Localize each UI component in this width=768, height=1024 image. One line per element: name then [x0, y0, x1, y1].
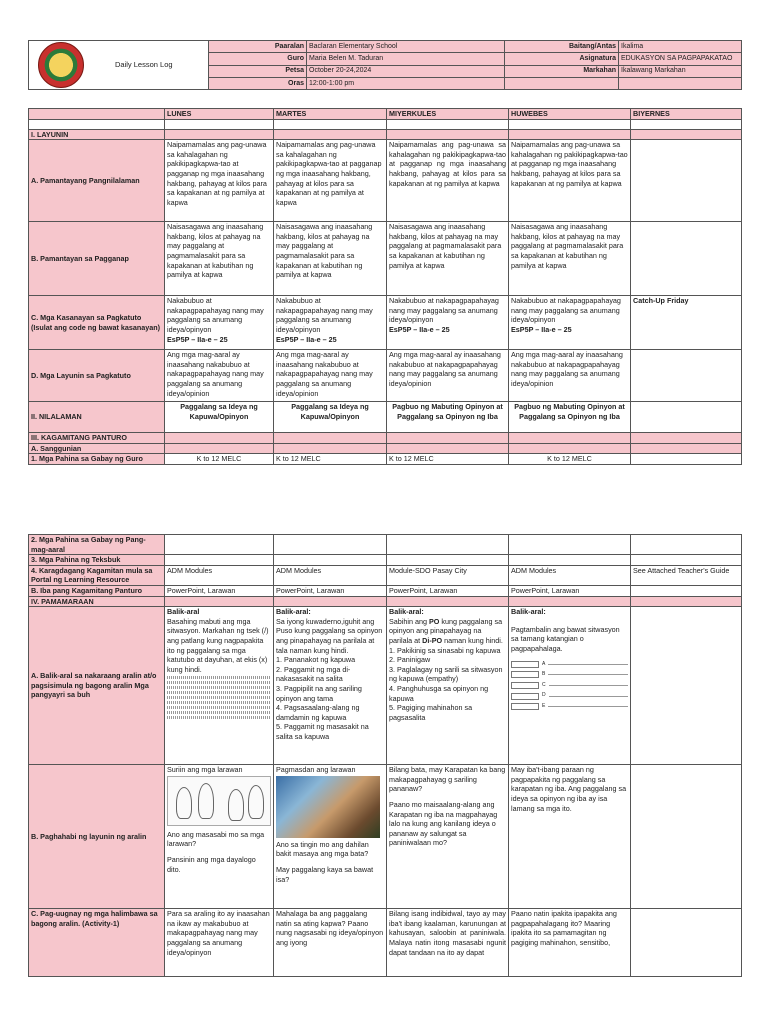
cell-d-mon: Ang mga mag-aaral ay inaasahang nakabubuo at nakapagpapahayag nang may paggalang sa anumang ideya/opinion	[165, 350, 274, 402]
guro-tue: K to 12 MELC	[274, 454, 387, 465]
code-tue: EsP5P – IIa-e – 25	[276, 334, 337, 344]
cell-d-thu: Ang mga mag-aaral ay inaasahang nakabubuo at nakapagpapahayag nang may paggalang sa anumang ideya/opinion	[509, 350, 631, 402]
label-petsa: Petsa	[209, 65, 307, 77]
label-baitang: Baitang/Antas	[505, 41, 619, 53]
balik-aral-thu-text: Pagtambalin ang bawat sitwasyon sa tamang katangian o pagpapahalaga.	[511, 624, 620, 653]
balik-aral-mon-text: Basahing mabuti ang mga sitwasyon. Markahan ng tsek (/) ang patlang kung nagpapakita ito ng paggalang sa mga katutubo at dayuhan, at ekis (x) kung hindi.	[167, 616, 269, 674]
guro-thu: K to 12 MELC	[509, 454, 631, 465]
balik-aral-thu	[509, 607, 631, 765]
cell-d-tue: Ang mga mag-aaral ay inaasahang nakabubuo at nakapagpapahayag nang may paggalang sa anumang ideya/opinion	[274, 350, 387, 402]
iba-pang-fri	[631, 585, 742, 596]
happy-children-photo	[276, 776, 380, 838]
guro-wed: K to 12 MELC	[387, 454, 509, 465]
cell-b-wed: Naisasagawa ang inaasahang hakbang, kilos at pahayag na may paggalang at pagmamalasakit para sa kapakanan at kabutihan ng pamilya at kapwa	[387, 222, 509, 296]
balik-aral-tue: Balik-aral: Sa iyong kuwaderno,iguhit ang Puso kung paggalang sa opinyon ang pinapahayag na parilala at tala naman kung hindi. 1. Pananakot ng kapuwa 2. Paggamit ng mga di-nakasasakit na salita 3. Pagpipilit na ang sariling opinyon ang tama 4. Pagsasaalang-alang ng damdamin ng kapuwa 5. Paggamit ng masasakit na salita sa kapuwa	[274, 607, 387, 765]
cell-c-wed: Nakabubuo at nakapagpapahayag nang may paggalang sa anumang ideya/opinyon EsP5P – IIa-e – 25	[387, 296, 509, 350]
paghahabi-tue: Pagmasdan ang larawan Ano sa tingin mo ang dahilan bakit masaya ang mga bata? May paggalang kaya sa bawat isa?	[274, 765, 387, 909]
row-label-balik-aral: A. Balik-aral sa nakaraang aralin at/o pagsisimula ng bagong aralin Mga pangyayri sa buh	[29, 607, 165, 765]
balik-aral-wed-head: Balik-aral:	[389, 607, 424, 617]
code-wed: EsP5P – IIa-e – 25	[389, 324, 450, 334]
guro-fri	[631, 454, 742, 465]
row-label-pamantayan-sa-pagganap: B. Pamantayan sa Pagganap	[29, 222, 165, 296]
karagdagang-fri: See Attached Teacher's Guide	[631, 565, 742, 585]
cell-b-fri	[631, 222, 742, 296]
cell-d-wed: Ang mga mag-aaral ay inaasahang nakabubuo at nakapagpapahayag nang may paggalang sa anumang ideya/opinion	[387, 350, 509, 402]
row-label-pag-uugnay: C. Pag-uugnay ng mga halimbawa sa bagong aralin. (Activity-1)	[29, 909, 165, 977]
iba-pang-tue: PowerPoint, Larawan	[274, 585, 387, 596]
pag-uugnay-wed: Bilang isang indibidwal, tayo ay may iba't ibang kaalaman, karunungan at kahusayan, saloobin at paniniwala. Malaya natin itong masasabi ngunit dapat tandaan na ito ay dapat	[387, 909, 509, 977]
day-header-mon: LUNES	[165, 109, 274, 120]
cell-b-tue: Naisasagawa ang inaasahang hakbang, kilos at pahayag na may paggalang at pagmamalasakit para sa kapakanan at kabutihan ng pamilya at kapwa	[274, 222, 387, 296]
cell-a-tue: Naipamamalas ang pag-unawa sa kahalagahan ng pakikipagkapwa-tao at pagganap ng mga inaasahang hakbang, pahayag at kilos para sa kapakanan at ng pamilya at kapwa	[274, 140, 387, 222]
code-mon: EsP5P – IIa-e – 25	[167, 334, 228, 344]
cell-a-fri	[631, 140, 742, 222]
row-label-pamantayang-pangnilalaman: A. Pamantayang Pangnilalaman	[29, 140, 165, 222]
nilalaman-tue: Paggalang sa Ideya ng Kapuwa/Opinyon	[274, 402, 387, 433]
label-asignatura: Asignatura	[505, 53, 619, 65]
pag-uugnay-thu: Paano natin ipakita ipapakita ang pagpapahalagang ito? Maaring ipakita ito sa pamamagitan ng pagiging mahinahon, sensitibo,	[509, 909, 631, 977]
pag-uugnay-fri	[631, 909, 742, 977]
row-label-iba-pang-kagamitan: B. Iba pang Kagamitang Panturo	[29, 585, 165, 596]
karagdagang-mon: ADM Modules	[165, 565, 274, 585]
row-label-mga-layunin: D. Mga Layunin sa Pagkatuto	[29, 350, 165, 402]
cell-b-mon: Naisasagawa ang inaasahang hakbang, kilos at pahayag na may paggalang at pagmamalasakit para sa kapakanan at kabutihan ng pamilya at kapwa	[165, 222, 274, 296]
logo-title-cell	[29, 41, 209, 90]
cell-a-wed: Naipamamalas ang pag-unawa sa kahalagahan ng pakikipagkapwa-tao at pagganap ng mga inaasahang hakbang, pahayag at kilos para sa kapakanan at ng pamilya at kapwa	[387, 140, 509, 222]
deped-seal-icon	[38, 42, 84, 88]
corner-cell	[29, 109, 165, 120]
pag-uugnay-mon: Para sa araling ito ay inaasahan na ikaw ay makabubuo at makapagpahayag nang may paggalang sa anumang ideya/opinyon	[165, 909, 274, 977]
cell-a-thu: Naipamamalas ang pag-unawa sa kahalagahan ng pakikipagkapwa-tao at pagganap ng mga inaasahang hakbang, pahayag at kilos para sa kapakanan at ng pamilya at kapwa	[509, 140, 631, 222]
lesson-table-part1	[28, 108, 742, 465]
value-oras: 12:00-1:00 pm	[307, 77, 505, 89]
balik-aral-tue-head: Balik-aral:	[276, 607, 311, 617]
value-paaralan: Baclaran Elementary School	[307, 41, 505, 53]
balik-aral-thu-head: Balik-aral:	[511, 607, 546, 617]
section-sanggunian: A. Sanggunian	[29, 443, 165, 454]
iba-pang-wed: PowerPoint, Larawan	[387, 585, 509, 596]
balik-aral-mon	[165, 607, 274, 765]
cell-a-mon: Naipamamalas ang pag-unawa sa kahalagahan ng pakikipagkapwa-tao at pagganap ng mga inaasahang hakbang, pahayag at kilos para sa kapakanan at ng pamilya at kapwa	[165, 140, 274, 222]
iba-pang-mon: PowerPoint, Larawan	[165, 585, 274, 596]
karagdagang-tue: ADM Modules	[274, 565, 387, 585]
cell-c-thu: Nakabubuo at nakapagpapahayag nang may paggalang sa anumang ideya/opinyon EsP5P – IIa-e – 25	[509, 296, 631, 350]
balik-aral-mon-head: Balik-aral	[167, 607, 200, 617]
value-baitang: Ikalima	[619, 41, 742, 53]
lesson-table-part2	[28, 534, 742, 977]
label-paaralan: Paaralan	[209, 41, 307, 53]
cell-c-mon: Nakabubuo at nakapagpapahayag nang may paggalang sa anumang ideya/opinyon EsP5P – IIa-e – 25	[165, 296, 274, 350]
row-label-paghahabi: B. Paghahabi ng layunin ng aralin	[29, 765, 165, 909]
code-thu: EsP5P – IIa-e – 25	[511, 324, 572, 334]
day-header-thu: HUWEBES	[509, 109, 631, 120]
day-header-wed: MIYERKULES	[387, 109, 509, 120]
row-label-mga-kasanayan: C. Mga Kasanayan sa Pagkatuto (Isulat ang code ng bawat kasanayan)	[29, 296, 165, 350]
paghahabi-thu: May iba't-ibang paraan ng pagpapakita ng paggalang sa karapatan ng iba. Ang paggalang sa ideya sa opinyon ng iba ay isa lamang sa mga ito.	[509, 765, 631, 909]
row-label-gabay-pang-mag-aaral: 2. Mga Pahina sa Gabay ng Pang-mag-aaral	[29, 535, 165, 555]
guro-mon: K to 12 MELC	[165, 454, 274, 465]
day-header-fri: BIYERNES	[631, 109, 742, 120]
daily-lesson-log-title: Daily Lesson Log	[115, 60, 173, 70]
value-asignatura: EDUKASYON SA PAGPAPAKATAO	[619, 53, 742, 65]
value-petsa: October 20-24,2024	[307, 65, 505, 77]
cell-b-thu: Naisasagawa ang inaasahang hakbang, kilos at pahayag na may paggalang at pagmamalasakit para sa kapakanan at kabutihan ng pamilya at kapwa	[509, 222, 631, 296]
pag-uugnay-tue: Mahalaga ba ang paggalang natin sa ating kapwa? Paano nung nagsasabi ng ideya/opinyon ang iyong	[274, 909, 387, 977]
row-label-gabay-ng-guro: 1. Mga Pahina sa Gabay ng Guro	[29, 454, 165, 465]
balik-aral-mon-worksheet	[167, 676, 271, 719]
value-guro: Maria Belen M. Taduran	[307, 53, 505, 65]
empty-value	[619, 77, 742, 89]
matching-exercise: A B C D E	[511, 660, 628, 712]
paghahabi-fri	[631, 765, 742, 909]
balik-aral-wed: Balik-aral: Sabihin ang PO kung paggalang sa opinyon ang pinapahayag na parilala at Di-PO naman kung hindi. 1. Pakikinig sa sinasabi ng kapuwa 2. Paninigaw 3. Paglalagay ng sarili sa sitwasyon ng kapuwa (empathy) 4. Panghuhusga sa opinyon ng kapuwa 5. Pagiging mahinahon sa pagsasalita	[387, 607, 509, 765]
nilalaman-wed: Pagbuo ng Mabuting Opinyon at Paggalang sa Opinyon ng Iba	[387, 402, 509, 433]
karagdagang-thu: ADM Modules	[509, 565, 631, 585]
balik-aral-fri	[631, 607, 742, 765]
row-label-teksbuk: 3. Mga Pahina ng Teksbuk	[29, 555, 165, 566]
nilalaman-mon: Paggalang sa Ideya ng Kapuwa/Opinyon	[165, 402, 274, 433]
karagdagang-wed: Module-SDO Pasay City	[387, 565, 509, 585]
cell-c-fri-catchup: Catch-Up Friday	[631, 296, 742, 350]
iba-pang-thu: PowerPoint, Larawan	[509, 585, 631, 596]
paghahabi-mon: Suriin ang mga larawan Ano ang masasabi mo sa mga larawan? Pansinin ang mga dayalogo dito.	[165, 765, 274, 909]
label-oras: Oras	[209, 77, 307, 89]
cell-d-fri	[631, 350, 742, 402]
section-kagamitan: III. KAGAMITANG PANTURO	[29, 433, 165, 444]
empty-label	[505, 77, 619, 89]
paghahabi-wed: Bilang bata, may Karapatan ka bang makapagpahayag g sariling pananaw? Paano mo maisaalang-alang ang Karapatan ng iba na magpahayag lalo na kung ang kanilang ideya o pananaw ay salungat sa paniniwalaan mo?	[387, 765, 509, 909]
section-pamamaraan: IV. PAMAMARAAN	[29, 596, 165, 607]
header-table	[28, 40, 742, 90]
label-markahan: Markahan	[505, 65, 619, 77]
nilalaman-thu: Pagbuo ng Mabuting Opinyon at Paggalang sa Opinyon ng Iba	[509, 402, 631, 433]
label-guro: Guro	[209, 53, 307, 65]
section-nilalaman: II. NILALAMAN	[29, 402, 165, 433]
nilalaman-fri	[631, 402, 742, 433]
section-layunin: I. LAYUNIN	[29, 129, 165, 140]
value-markahan: Ikalawang Markahan	[619, 65, 742, 77]
dialogue-sketch-image	[167, 776, 271, 826]
row-label-karagdagang-kagamitan: 4. Karagdagang Kagamitan mula sa Portal ng Learning Resource	[29, 565, 165, 585]
day-header-tue: MARTES	[274, 109, 387, 120]
cell-c-tue: Nakabubuo at nakapagpapahayag nang may paggalang sa anumang ideya/opinyon EsP5P – IIa-e – 25	[274, 296, 387, 350]
